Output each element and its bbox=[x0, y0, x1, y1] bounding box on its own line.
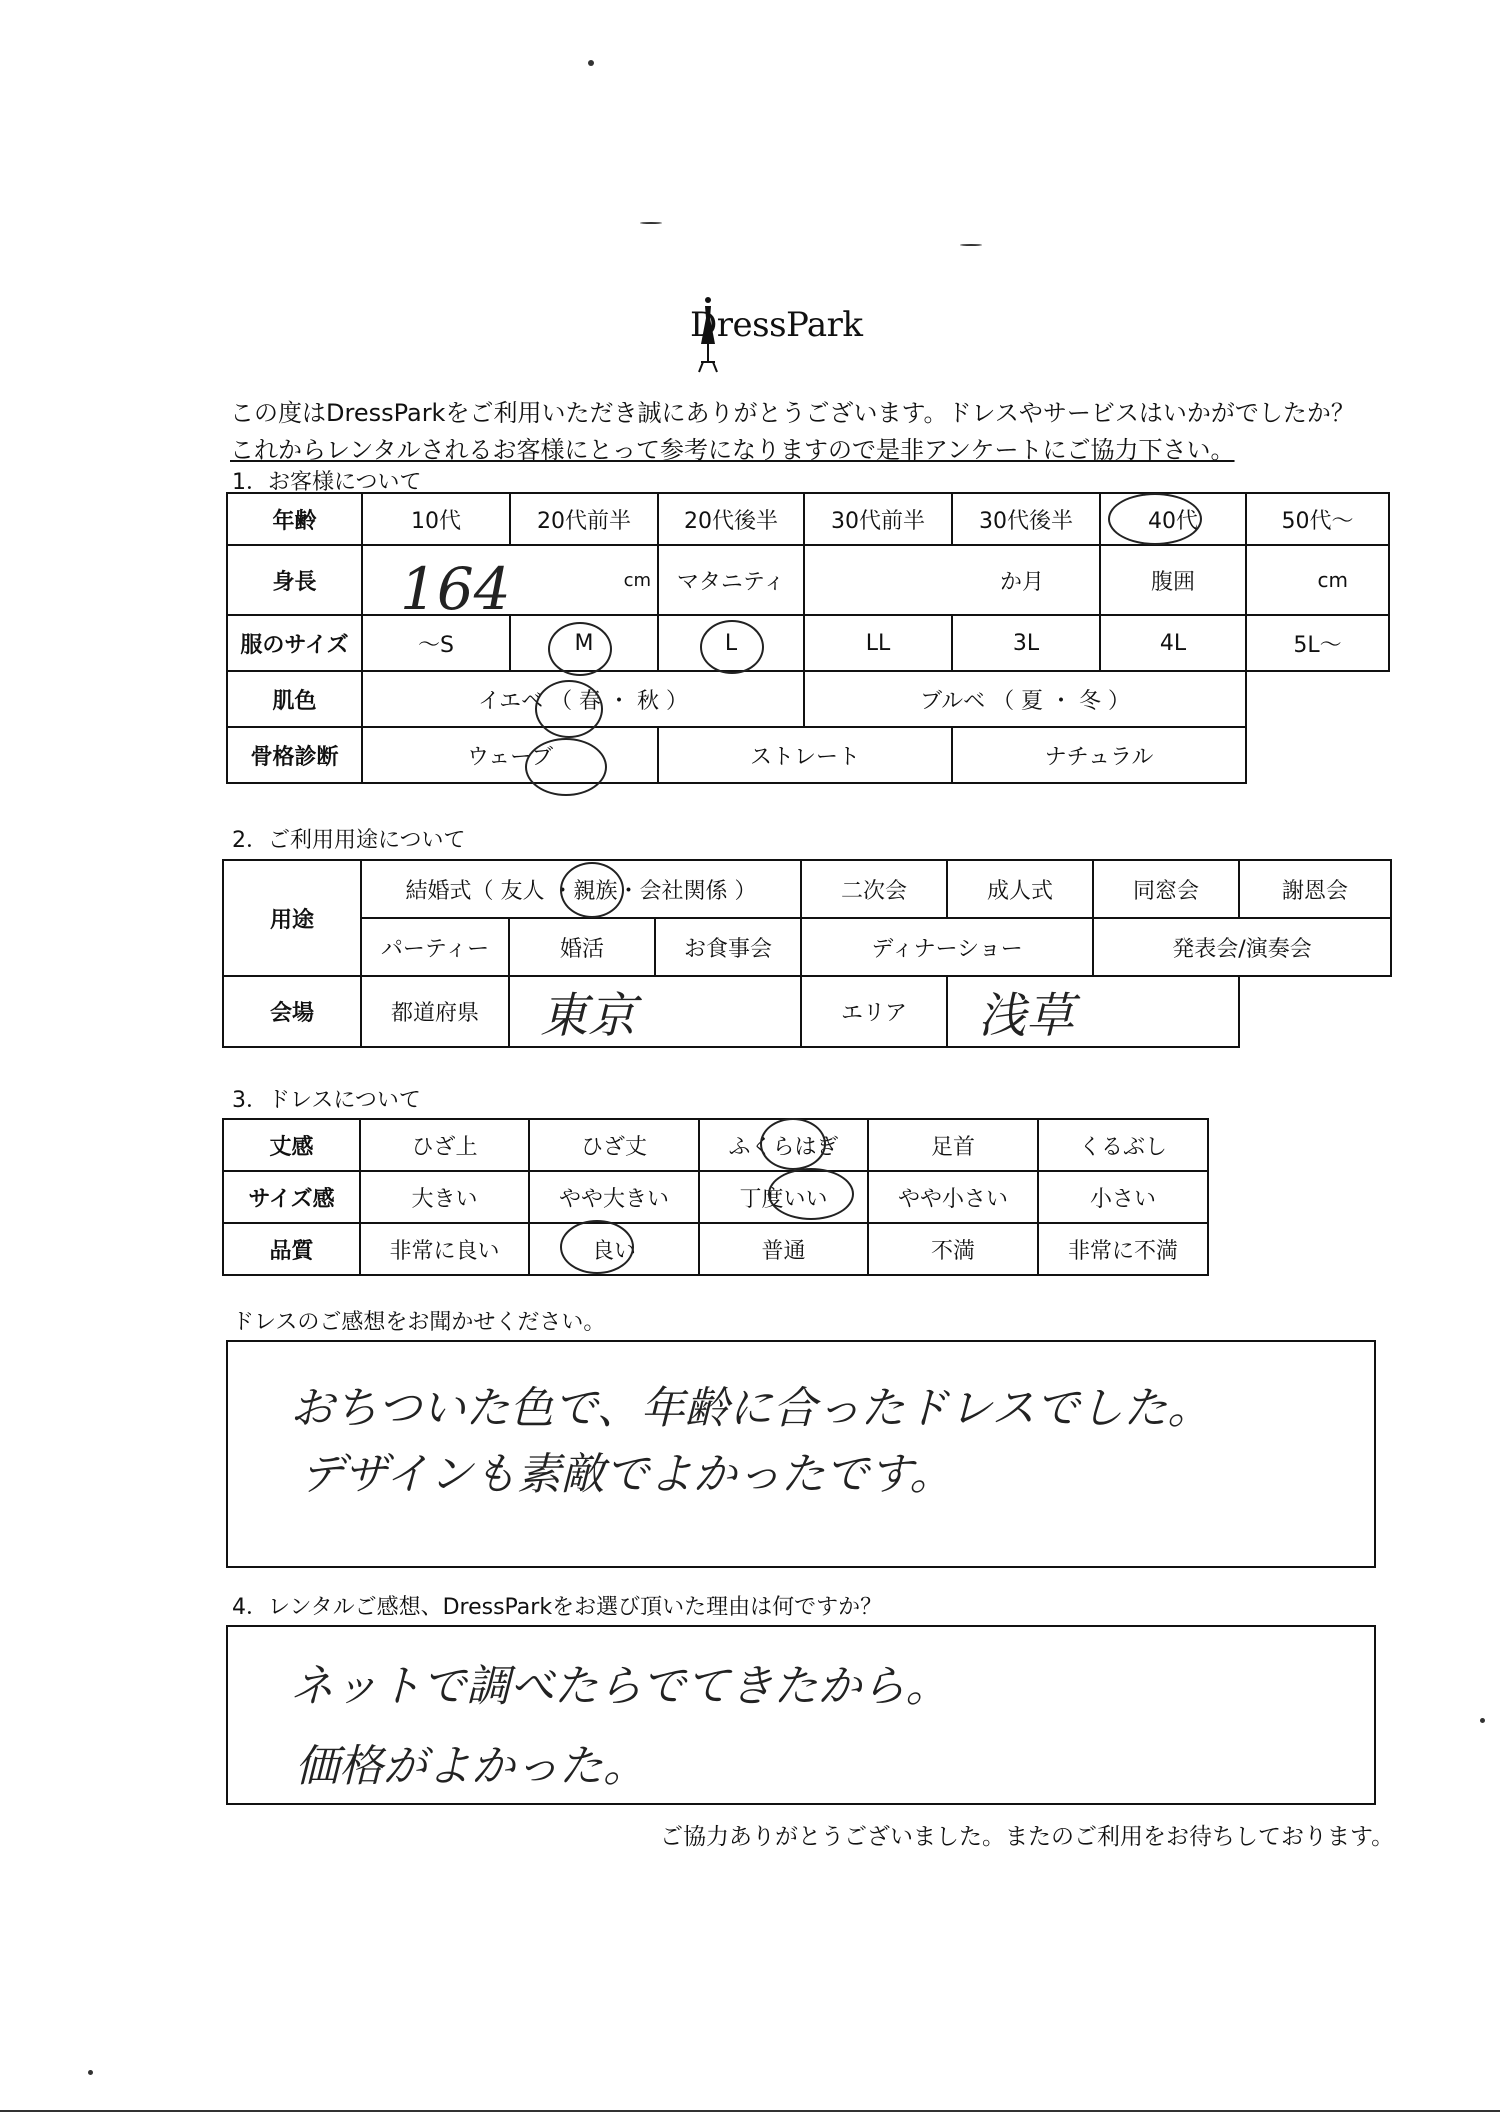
length-label: 丈感 bbox=[223, 1119, 360, 1171]
size-label: 服のサイズ bbox=[227, 615, 362, 671]
purpose-option[interactable]: パーティー bbox=[361, 918, 509, 976]
selection-circle bbox=[548, 622, 612, 676]
intro-line-2: これからレンタルされるお客様にとって参考になりますので是非アンケートにご協力下さい。 bbox=[230, 436, 1235, 464]
intro-line-1: この度はDressParkをご利用いただき誠にありがとうございます。ドレスやサービスはいかがでしたか？ bbox=[230, 399, 1355, 427]
age-option[interactable]: 30代前半 bbox=[804, 493, 952, 545]
customer-info-table bbox=[226, 492, 1390, 784]
purpose-option[interactable]: 二次会 bbox=[801, 860, 947, 918]
waist-label: 腹囲 bbox=[1100, 545, 1246, 615]
size-option[interactable]: 5L～ bbox=[1246, 615, 1389, 671]
selection-circle bbox=[1108, 493, 1202, 545]
selection-circle bbox=[535, 680, 603, 738]
fit-option[interactable]: やや大きい bbox=[529, 1171, 699, 1223]
fit-option[interactable]: 大きい bbox=[360, 1171, 529, 1223]
length-option[interactable]: 足首 bbox=[868, 1119, 1038, 1171]
age-option[interactable]: 50代～ bbox=[1246, 493, 1389, 545]
section-2-title: 2．ご利用用途について bbox=[232, 828, 466, 853]
age-option[interactable]: 20代後半 bbox=[658, 493, 804, 545]
section-1-title: 1．お客様について bbox=[232, 470, 422, 495]
purpose-option[interactable]: 同窓会 bbox=[1093, 860, 1239, 918]
prefecture-handwritten: 東京 bbox=[540, 988, 637, 1044]
height-unit: cm bbox=[623, 569, 651, 591]
maternity-label: マタニティ bbox=[658, 545, 804, 615]
purpose-option[interactable]: 発表会/演奏会 bbox=[1093, 918, 1391, 976]
purpose-option[interactable]: ディナーショー bbox=[801, 918, 1093, 976]
skin-yellow-base[interactable]: イエベ （ 春 ・ 秋 ） bbox=[362, 671, 804, 727]
dress-comment-prompt: ドレスのご感想をお聞かせください。 bbox=[232, 1310, 606, 1335]
scan-speck bbox=[960, 244, 982, 246]
area-value-cell[interactable] bbox=[947, 976, 1239, 1047]
maternity-months-cell[interactable] bbox=[804, 545, 1100, 615]
section-4-title: 4．レンタルご感想、DressParkをお選び頂いた理由は何ですか？ bbox=[232, 1595, 883, 1620]
size-option-selected[interactable]: M bbox=[510, 615, 658, 671]
age-option-selected[interactable]: 40代 bbox=[1100, 493, 1246, 545]
scan-speck bbox=[588, 60, 594, 66]
scan-speck bbox=[88, 2070, 93, 2075]
length-option[interactable]: ひざ丈 bbox=[529, 1119, 699, 1171]
quality-option-selected[interactable]: 良い bbox=[529, 1223, 699, 1275]
area-label: エリア bbox=[801, 976, 947, 1047]
area-handwritten: 浅草 bbox=[978, 988, 1075, 1044]
quality-option[interactable]: 普通 bbox=[699, 1223, 868, 1275]
blank-cell bbox=[1246, 671, 1389, 727]
purpose-wedding[interactable]: 結婚式（ 友人 ・親族・会社関係 ） bbox=[361, 860, 801, 918]
fit-option[interactable]: やや小さい bbox=[868, 1171, 1038, 1223]
dress-comment-line: デザインも素敵でよかったです。 bbox=[300, 1449, 954, 1500]
length-option[interactable]: ひざ上 bbox=[360, 1119, 529, 1171]
fit-option-selected[interactable]: 丁度いい bbox=[699, 1171, 868, 1223]
selection-circle bbox=[700, 620, 764, 674]
prefecture-label: 都道府県 bbox=[361, 976, 509, 1047]
selection-circle bbox=[560, 862, 624, 918]
selection-circle bbox=[768, 1168, 854, 1220]
purpose-option[interactable]: 謝恩会 bbox=[1239, 860, 1391, 918]
quality-option[interactable]: 非常に不満 bbox=[1038, 1223, 1208, 1275]
scan-speck bbox=[640, 222, 662, 224]
skeleton-option[interactable]: ナチュラル bbox=[952, 727, 1246, 783]
purpose-option[interactable]: お食事会 bbox=[655, 918, 801, 976]
scan-speck bbox=[1480, 1718, 1485, 1723]
age-option[interactable]: 10代 bbox=[362, 493, 510, 545]
waist-unit: cm bbox=[1317, 568, 1348, 592]
quality-option[interactable]: 非常に良い bbox=[360, 1223, 529, 1275]
skin-label: 肌色 bbox=[227, 671, 362, 727]
dress-table bbox=[222, 1118, 1209, 1276]
rental-comment-line: ネットで調べたらでてきたから。 bbox=[290, 1661, 950, 1712]
selection-circle bbox=[525, 738, 607, 796]
purpose-option[interactable]: 成人式 bbox=[947, 860, 1093, 918]
skeleton-option[interactable]: ウェーブ bbox=[362, 727, 658, 783]
size-option[interactable]: 3L bbox=[952, 615, 1100, 671]
quality-label: 品質 bbox=[223, 1223, 360, 1275]
quality-option[interactable]: 不満 bbox=[868, 1223, 1038, 1275]
selection-circle bbox=[760, 1118, 826, 1170]
blank-cell bbox=[1239, 976, 1391, 1047]
purpose-label: 用途 bbox=[223, 860, 361, 976]
logo-text: DressPark bbox=[690, 305, 863, 345]
dress-comment-line: おちついた色で、年齢に合ったドレスでした。 bbox=[290, 1383, 1212, 1434]
rental-comment-line: 価格がよかった。 bbox=[295, 1741, 647, 1792]
age-label: 年齢 bbox=[227, 493, 362, 545]
size-option[interactable]: ～S bbox=[362, 615, 510, 671]
height-label: 身長 bbox=[227, 545, 362, 615]
selection-circle bbox=[560, 1220, 634, 1274]
size-option[interactable]: LL bbox=[804, 615, 952, 671]
fit-option[interactable]: 小さい bbox=[1038, 1171, 1208, 1223]
venue-label: 会場 bbox=[223, 976, 361, 1047]
length-option-selected[interactable]: ふくらはぎ bbox=[699, 1119, 868, 1171]
waist-cell[interactable] bbox=[1246, 545, 1389, 615]
section-3-title: 3．ドレスについて bbox=[232, 1088, 421, 1113]
bottom-divider bbox=[0, 2110, 1500, 2112]
age-option[interactable]: 20代前半 bbox=[510, 493, 658, 545]
skin-blue-base[interactable]: ブルベ （ 夏 ・ 冬 ） bbox=[804, 671, 1246, 727]
age-option[interactable]: 30代後半 bbox=[952, 493, 1100, 545]
thanks-message: ご協力ありがとうございました。またのご利用をお待ちしております。 bbox=[660, 1824, 1395, 1850]
skeleton-option[interactable]: ストレート bbox=[658, 727, 952, 783]
maternity-unit: か月 bbox=[999, 569, 1044, 595]
height-handwritten-value: 164 bbox=[400, 555, 511, 623]
blank-cell bbox=[1246, 727, 1389, 783]
size-option[interactable]: 4L bbox=[1100, 615, 1246, 671]
skeleton-label: 骨格診断 bbox=[227, 727, 362, 783]
prefecture-value-cell[interactable] bbox=[509, 976, 801, 1047]
size-option-selected[interactable]: L bbox=[658, 615, 804, 671]
usage-table bbox=[222, 859, 1392, 1048]
purpose-option[interactable]: 婚活 bbox=[509, 918, 655, 976]
length-option[interactable]: くるぶし bbox=[1038, 1119, 1208, 1171]
fit-label: サイズ感 bbox=[223, 1171, 360, 1223]
